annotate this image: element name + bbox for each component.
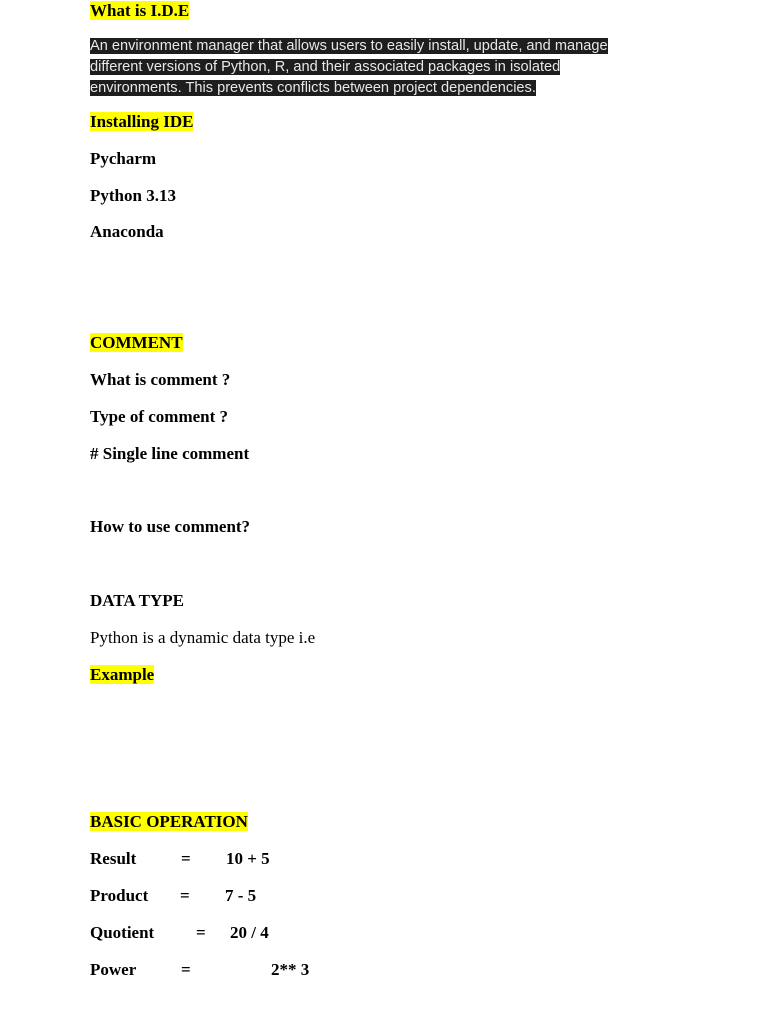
heading-comment: COMMENT [90,333,183,352]
operation-expression: 7 - 5 [225,886,257,905]
item-anaconda: Anaconda [90,222,164,241]
operation-label: Product [90,886,149,905]
operation-equals: = [181,849,191,868]
heading-what-is-ide: What is I.D.E [90,1,190,20]
comment-question-type: Type of comment ? [90,407,229,426]
heading-basic-operation: BASIC OPERATION [90,812,248,831]
operation-expression: 20 / 4 [230,923,269,942]
operation-expression: 10 + 5 [226,849,270,868]
item-python: Python 3.13 [90,186,176,205]
comment-single-line: # Single line comment [90,444,250,463]
operation-equals: = [181,960,191,979]
comment-question-what: What is comment ? [90,370,231,389]
operation-equals: = [196,923,206,942]
heading-data-type: DATA TYPE [90,591,184,610]
ide-definition-paragraph: An environment manager that allows users to easily install, update, and manage different versions of Python, R, and their associated packages in isolated environments. This prevents conflicts between project dependencies. [90,38,608,96]
operation-expression: 2** 3 [271,960,310,979]
data-type-text: Python is a dynamic data type i.e [90,628,316,647]
operation-label: Power [90,960,137,979]
item-pycharm: Pycharm [90,149,157,168]
heading-installing-ide: Installing IDE [90,112,194,131]
data-type-example: Example [90,665,155,684]
comment-how-to: How to use comment? [90,517,251,536]
operation-label: Result [90,849,137,868]
operation-label: Quotient [90,923,155,942]
operation-equals: = [180,886,190,905]
